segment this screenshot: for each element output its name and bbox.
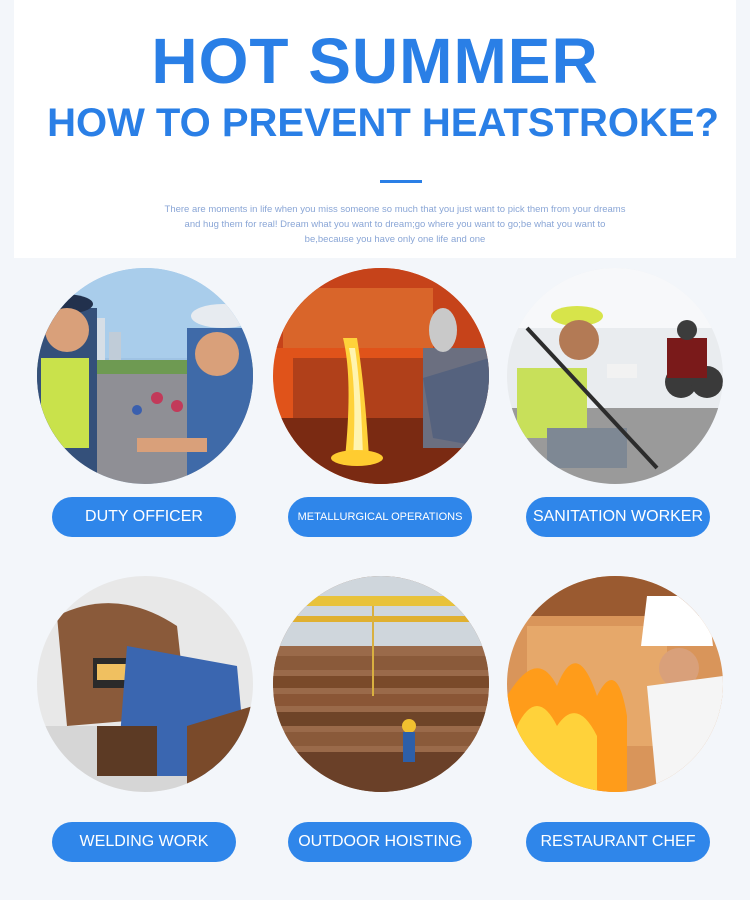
traffic-police-photo bbox=[37, 268, 253, 484]
occupation-label-welding: WELDING WORK bbox=[52, 822, 236, 862]
occupation-card-chef bbox=[500, 576, 730, 856]
occupation-label-duty-officer: DUTY OFFICER bbox=[52, 497, 236, 537]
occupation-card-hoisting bbox=[266, 576, 496, 856]
occupation-card-welding bbox=[30, 576, 260, 856]
occupation-label-sanitation: SANITATION WORKER bbox=[526, 497, 710, 537]
welder-photo bbox=[37, 576, 253, 792]
occupation-label-hoisting: OUTDOOR HOISTING bbox=[288, 822, 472, 862]
construction-site-photo bbox=[273, 576, 489, 792]
molten-steel-photo bbox=[273, 268, 489, 484]
intro-text: There are moments in life when you miss someone so much that you just want to pick them from your dreams and hug them for real! Dream what you want to dream;go where you want to go;be what you want to be,because you have only one life and one bbox=[164, 204, 626, 245]
occupation-card-sanitation bbox=[500, 268, 730, 548]
page-subtitle: HOW TO PREVENT HEATSTROKE? bbox=[47, 101, 719, 145]
occupation-card-duty-officer bbox=[30, 268, 260, 548]
page-title: HOT SUMMER bbox=[151, 25, 599, 97]
sanitation-worker-photo bbox=[507, 268, 723, 484]
title-divider bbox=[380, 180, 422, 183]
occupation-label-metallurgical: METALLURGICAL OPERATIONS bbox=[288, 497, 472, 537]
occupation-label-chef: RESTAURANT CHEF bbox=[526, 822, 710, 862]
kitchen-fire-photo bbox=[507, 576, 723, 792]
occupation-card-metallurgical bbox=[266, 268, 496, 548]
